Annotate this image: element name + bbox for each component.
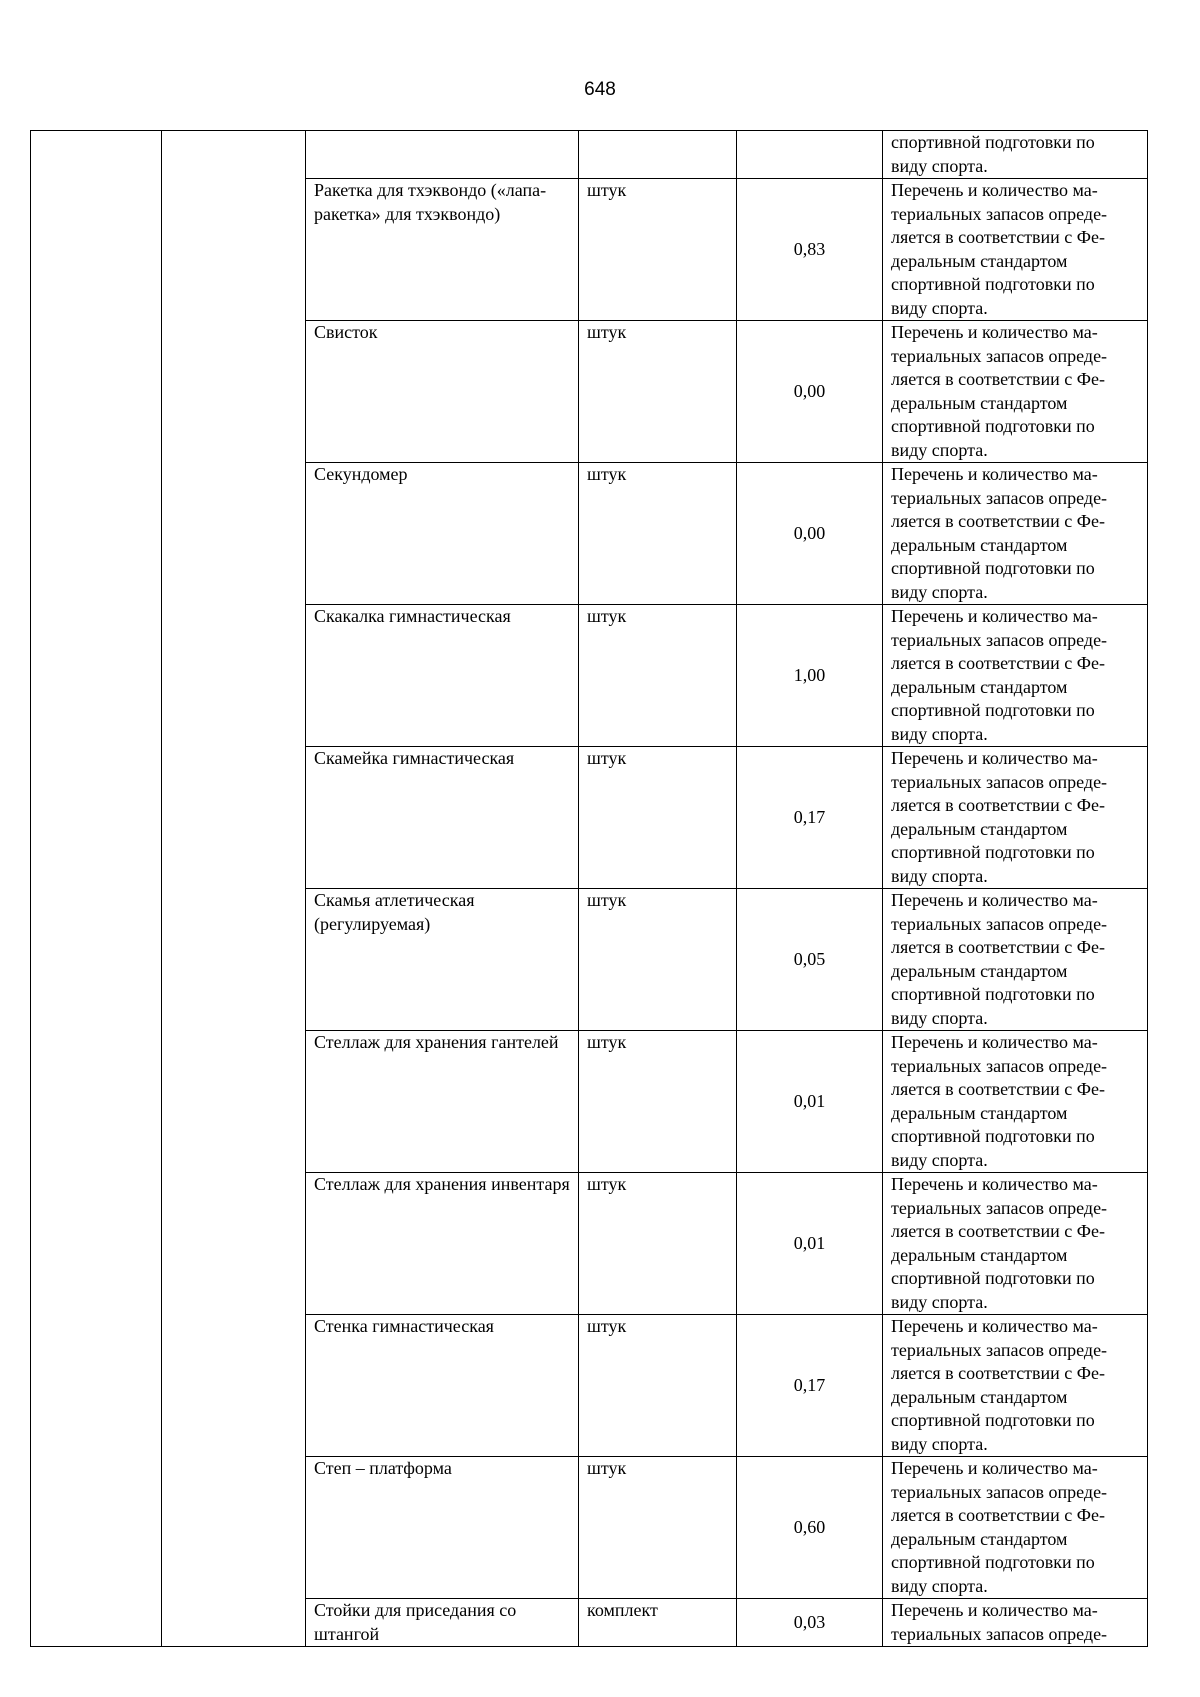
unit-cell [579, 1315, 737, 1457]
note-cell [883, 321, 1148, 463]
item-name: Степ – платформа [314, 1458, 452, 1478]
page-number: 648 [584, 79, 616, 100]
note-cell [883, 1173, 1148, 1315]
item-name-cell [306, 131, 579, 179]
item-name-cell [306, 179, 579, 321]
item-name-cell [306, 747, 579, 889]
note-text: Перечень и количество ма- териальных запасов опреде- ляется в соответствии с Фе- деральным стандартом спортивной подготовки по виду спорта. [891, 890, 1108, 1028]
item-unit: штук [587, 464, 627, 484]
item-unit: штук [587, 748, 627, 768]
note-text: Перечень и количество ма- териальных запасов опреде- [891, 1600, 1108, 1644]
unit-cell [579, 131, 737, 179]
item-name: Скамейка гимнастическая [314, 748, 515, 768]
item-quantity: 1,00 [793, 664, 826, 685]
item-unit: штук [587, 606, 627, 626]
quantity-cell [737, 1031, 883, 1173]
note-text: Перечень и количество ма- териальных запасов опреде- ляется в соответствии с Фе- деральным стандартом спортивной подготовки по виду спорта. [891, 748, 1108, 886]
note-cell [883, 131, 1148, 179]
item-name: Скамья атлетическая (регулируемая) [314, 890, 475, 934]
note-cell [883, 179, 1148, 321]
quantity-cell [737, 1457, 883, 1599]
table-row [31, 131, 1148, 179]
item-name-cell [306, 1599, 579, 1647]
note-cell [883, 1031, 1148, 1173]
quantity-cell [737, 1315, 883, 1457]
item-quantity: 0,17 [793, 1374, 826, 1395]
unit-cell [579, 463, 737, 605]
item-name-cell [306, 321, 579, 463]
item-name-cell [306, 1173, 579, 1315]
quantity-cell [737, 747, 883, 889]
merged-cell-col-1 [31, 131, 162, 1647]
note-cell [883, 1315, 1148, 1457]
quantity-cell [737, 1599, 883, 1647]
item-quantity: 0,00 [793, 522, 826, 543]
note-text: спортивной подготовки по виду спорта. [891, 132, 1095, 176]
item-name-cell [306, 1315, 579, 1457]
item-quantity: 0,05 [793, 948, 826, 969]
note-text: Перечень и количество ма- териальных запасов опреде- ляется в соответствии с Фе- деральным стандартом спортивной подготовки по виду спорта. [891, 1316, 1108, 1454]
item-quantity: 0,60 [793, 1516, 826, 1537]
item-name: Скакалка гимнастическая [314, 606, 511, 626]
unit-cell [579, 321, 737, 463]
quantity-cell [737, 321, 883, 463]
item-quantity: 0,03 [793, 1611, 826, 1632]
note-text: Перечень и количество ма- териальных запасов опреде- ляется в соответствии с Фе- деральным стандартом спортивной подготовки по виду спорта. [891, 464, 1108, 602]
unit-cell [579, 1457, 737, 1599]
item-name: Стойки для приседания со штангой [314, 1600, 517, 1644]
unit-cell [579, 1599, 737, 1647]
item-name: Стеллаж для хранения инвентаря [314, 1174, 570, 1194]
quantity-cell [737, 131, 883, 179]
quantity-cell [737, 463, 883, 605]
item-quantity: 0,17 [793, 806, 826, 827]
item-unit: штук [587, 1032, 627, 1052]
note-cell [883, 889, 1148, 1031]
item-name-cell [306, 463, 579, 605]
quantity-cell [737, 1173, 883, 1315]
note-cell [883, 1457, 1148, 1599]
item-unit: штук [587, 322, 627, 342]
merged-cell-col-2 [162, 131, 306, 1647]
note-text: Перечень и количество ма- териальных запасов опреде- ляется в соответствии с Фе- деральным стандартом спортивной подготовки по виду спорта. [891, 1032, 1108, 1170]
unit-cell [579, 605, 737, 747]
note-cell [883, 1599, 1148, 1647]
item-unit: штук [587, 1316, 627, 1336]
note-cell [883, 463, 1148, 605]
item-unit: комплект [587, 1600, 658, 1620]
note-text: Перечень и количество ма- териальных запасов опреде- ляется в соответствии с Фе- деральным стандартом спортивной подготовки по виду спорта. [891, 1458, 1108, 1596]
item-name-cell [306, 1031, 579, 1173]
item-unit: штук [587, 180, 627, 200]
item-quantity: 0,00 [793, 380, 826, 401]
quantity-cell [737, 605, 883, 747]
item-unit: штук [587, 1174, 627, 1194]
unit-cell [579, 747, 737, 889]
unit-cell [579, 1031, 737, 1173]
item-quantity: 0,01 [793, 1090, 826, 1111]
item-quantity: 0,83 [793, 238, 826, 259]
quantity-cell [737, 179, 883, 321]
item-name: Стенка гимнастическая [314, 1316, 494, 1336]
equipment-table [30, 130, 1148, 1647]
item-name: Секундомер [314, 464, 408, 484]
item-name-cell [306, 1457, 579, 1599]
item-unit: штук [587, 890, 627, 910]
quantity-cell [737, 889, 883, 1031]
item-name-cell [306, 889, 579, 1031]
unit-cell [579, 179, 737, 321]
unit-cell [579, 889, 737, 1031]
item-quantity: 0,01 [793, 1232, 826, 1253]
item-unit: штук [587, 1458, 627, 1478]
item-name: Свисток [314, 322, 378, 342]
note-text: Перечень и количество ма- териальных запасов опреде- ляется в соответствии с Фе- деральным стандартом спортивной подготовки по виду спорта. [891, 606, 1108, 744]
note-text: Перечень и количество ма- териальных запасов опреде- ляется в соответствии с Фе- деральным стандартом спортивной подготовки по виду спорта. [891, 322, 1108, 460]
note-cell [883, 747, 1148, 889]
item-name: Ракетка для тхэквондо («лапа-ракетка» для тхэквондо) [314, 180, 547, 224]
item-name-cell [306, 605, 579, 747]
unit-cell [579, 1173, 737, 1315]
note-cell [883, 605, 1148, 747]
note-text: Перечень и количество ма- териальных запасов опреде- ляется в соответствии с Фе- деральным стандартом спортивной подготовки по виду спорта. [891, 180, 1108, 318]
note-text: Перечень и количество ма- териальных запасов опреде- ляется в соответствии с Фе- деральным стандартом спортивной подготовки по виду спорта. [891, 1174, 1108, 1312]
item-name: Стеллаж для хранения гантелей [314, 1032, 559, 1052]
